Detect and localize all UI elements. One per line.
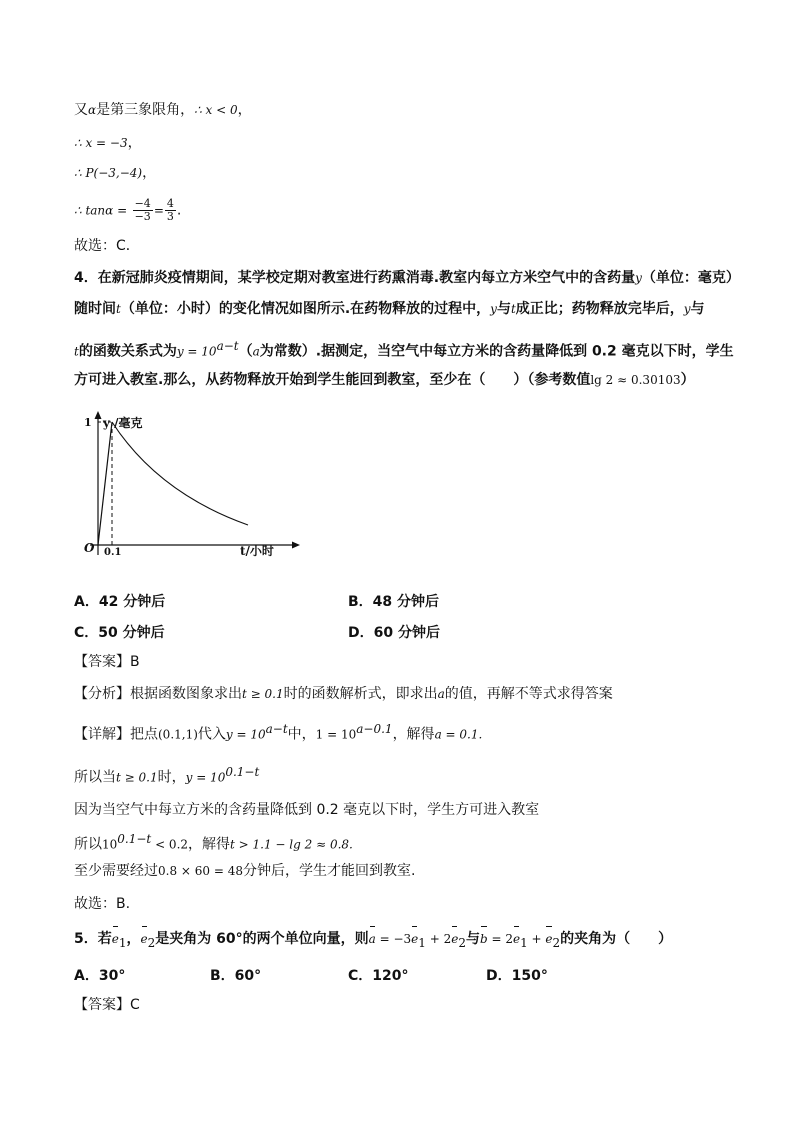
- math: t ≥ 0.1: [116, 770, 158, 785]
- math-exponent: a−0.1: [356, 722, 393, 736]
- text: ，解得: [188, 836, 231, 853]
- text: 是夹角为 60°的两个单位向量，则: [155, 931, 369, 947]
- text: ，: [127, 135, 142, 151]
- subscript: 1: [418, 935, 426, 950]
- q4-least: [74, 861, 415, 881]
- math: ∴ x < 0: [194, 103, 238, 117]
- math: < 0.2: [151, 837, 189, 852]
- math: ∴ x = −3: [74, 136, 128, 150]
- q4-line-4: [74, 370, 695, 390]
- math: a = 0.1.: [434, 727, 483, 742]
- math: 1 = 10: [315, 727, 357, 742]
- q4-option-c[interactable]: C．50 分钟后: [74, 625, 165, 641]
- q5-answer: 【答案】C: [74, 997, 140, 1013]
- text: 至少需要经过: [74, 863, 158, 879]
- fraction: [133, 198, 153, 223]
- prev-solution-select: 故选：C．: [74, 238, 140, 254]
- text: 【详解】把点: [74, 726, 158, 743]
- text: 的函数关系式为: [78, 343, 177, 360]
- math: = −3: [375, 932, 412, 946]
- q4-detail: [74, 719, 482, 745]
- text: 所以: [74, 836, 102, 853]
- math: + 2: [425, 932, 452, 946]
- text: ，: [237, 102, 252, 118]
- subscript: 2: [458, 935, 466, 950]
- text: 方可进入教室.那么，从药物释放开始到学生能回到教室，至少在（ ）（参考数值: [74, 372, 591, 388]
- math: a: [437, 687, 445, 701]
- text: ，: [142, 165, 157, 181]
- question-number: 5．: [74, 931, 98, 947]
- math: y: [490, 302, 497, 316]
- fraction: [165, 198, 176, 223]
- math: t: [510, 302, 516, 316]
- prev-solution-line-1: [74, 100, 252, 120]
- numerator: −4: [134, 197, 151, 210]
- prev-solution-line-3: [74, 163, 156, 183]
- text: 时的函数解析式，即求出: [283, 686, 438, 702]
- math-exponent: 0.1−t: [117, 832, 152, 846]
- text: 的值，再解不等式求得答案: [444, 686, 613, 702]
- q5-option-d[interactable]: D．150°: [486, 968, 548, 984]
- math: ∴ P(−3,−4): [74, 166, 143, 180]
- math: t > 1.1 − lg 2 ≈ 0.8.: [230, 837, 353, 852]
- text: 与: [496, 301, 511, 317]
- concentration-graph: [70, 405, 310, 570]
- q4-line-2: [74, 299, 705, 319]
- origin-label: O: [84, 541, 95, 555]
- text: 中，: [287, 726, 316, 743]
- q4-analysis: [74, 684, 613, 704]
- math: y: [635, 271, 642, 285]
- text: 又: [74, 102, 88, 118]
- math-exponent: 0.1−t: [225, 765, 260, 779]
- q4-so: [74, 762, 259, 788]
- text: 是第三象限角，: [96, 102, 195, 118]
- text: 时，: [157, 769, 186, 786]
- q5-stem: [74, 929, 672, 953]
- x-axis-label: t/小时: [240, 544, 274, 558]
- text: （单位：小时）的变化情况如图所示.在药物释放的过程中，: [120, 301, 491, 317]
- denominator: 3: [166, 210, 174, 223]
- q4-line-1: [74, 268, 740, 288]
- equals-sign: =: [153, 203, 164, 218]
- text: （: [238, 343, 253, 360]
- math: y = 10: [225, 727, 266, 742]
- math: +: [527, 932, 546, 946]
- math: = 2: [487, 932, 513, 946]
- vector-b: b: [480, 929, 488, 949]
- math: y = 10: [185, 770, 226, 785]
- q4-because: 因为当空气中每立方米的含药量降低到 0.2 毫克以下时，学生方可进入教室: [74, 802, 540, 818]
- subscript: 1: [520, 935, 528, 950]
- vector-e1: e: [411, 929, 418, 949]
- decay-curve-visible: [112, 422, 248, 525]
- math: t: [74, 344, 79, 359]
- q4-inequality: [74, 829, 353, 855]
- vector-e2: e: [141, 929, 148, 949]
- vector-a: a: [369, 929, 376, 949]
- math: y = 10: [176, 344, 217, 359]
- math: ∴ tanα =: [74, 203, 128, 218]
- text: 若: [97, 931, 112, 947]
- text: （单位：毫克）: [641, 270, 740, 286]
- text: 分钟后，学生才能回到教室.: [243, 863, 416, 879]
- text: 成正比；药物释放完毕后，: [515, 301, 684, 317]
- prev-solution-line-2: [74, 133, 142, 153]
- math: 0.8 × 60 = 48: [158, 864, 243, 878]
- text: ，解得: [392, 726, 435, 743]
- text: 随时间: [74, 301, 116, 317]
- prev-solution-line-4: [74, 198, 181, 223]
- decay-curve: [112, 422, 254, 525]
- question-number: 4．: [74, 270, 98, 286]
- vector-e1: e: [112, 929, 119, 949]
- tick-x-0.1: 0.1: [104, 547, 122, 558]
- vector-e2: e: [545, 929, 552, 949]
- text: 所以当: [74, 769, 116, 786]
- text: .: [176, 202, 182, 219]
- tick-y-1: 1: [84, 416, 92, 429]
- denominator: −3: [134, 210, 151, 223]
- y-axis-arrow: [95, 411, 102, 419]
- text: 在新冠肺炎疫情期间，某学校定期对教室进行药熏消毒.教室内每立方米空气中的含药量: [97, 270, 636, 286]
- math: t ≥ 0.1: [242, 687, 284, 701]
- release-line: [98, 422, 112, 545]
- subscript: 1: [118, 935, 127, 950]
- text: 代入: [197, 726, 226, 743]
- math-exponent: a−t: [216, 339, 239, 353]
- subscript: 2: [552, 935, 561, 950]
- math: a: [252, 344, 260, 359]
- q5-option-c[interactable]: C．120°: [348, 968, 409, 984]
- y-axis-label: y /毫克: [103, 416, 143, 430]
- math: lg 2 ≈ 0.30103: [590, 373, 681, 387]
- text: 【分析】根据函数图象求出: [74, 686, 242, 702]
- subscript: 2: [147, 935, 156, 950]
- numerator: 4: [166, 197, 174, 210]
- math: t: [116, 302, 121, 316]
- q4-option-a[interactable]: A．42 分钟后: [74, 594, 166, 610]
- x-axis-arrow: [292, 542, 300, 549]
- math: 10: [102, 837, 118, 852]
- math: y: [683, 302, 691, 316]
- q4-line-3: [74, 336, 734, 362]
- text: 为常数）.据测定，当空气中每立方米的含药量降低到 0.2 毫克以下时，学生: [259, 343, 734, 360]
- math: (0.1,1): [158, 727, 198, 742]
- q4-option-d[interactable]: D．60 分钟后: [348, 625, 440, 641]
- math-exponent: a−t: [265, 722, 288, 736]
- q4-option-b[interactable]: B．48 分钟后: [348, 594, 440, 610]
- decay-curve-line: [112, 422, 248, 523]
- math: α: [88, 103, 97, 117]
- vector-e2: e: [451, 929, 458, 949]
- text: ）: [680, 372, 695, 388]
- text: 的夹角为（ ）: [560, 931, 673, 947]
- text: 与: [465, 931, 480, 947]
- q5-option-b[interactable]: B．60°: [210, 968, 262, 984]
- text: 与: [690, 301, 705, 317]
- q4-select: 故选：B.: [74, 896, 131, 912]
- text: ，: [126, 931, 141, 947]
- vector-e1: e: [513, 929, 520, 949]
- q5-option-a[interactable]: A．30°: [74, 968, 126, 984]
- q4-answer: 【答案】B: [74, 654, 140, 670]
